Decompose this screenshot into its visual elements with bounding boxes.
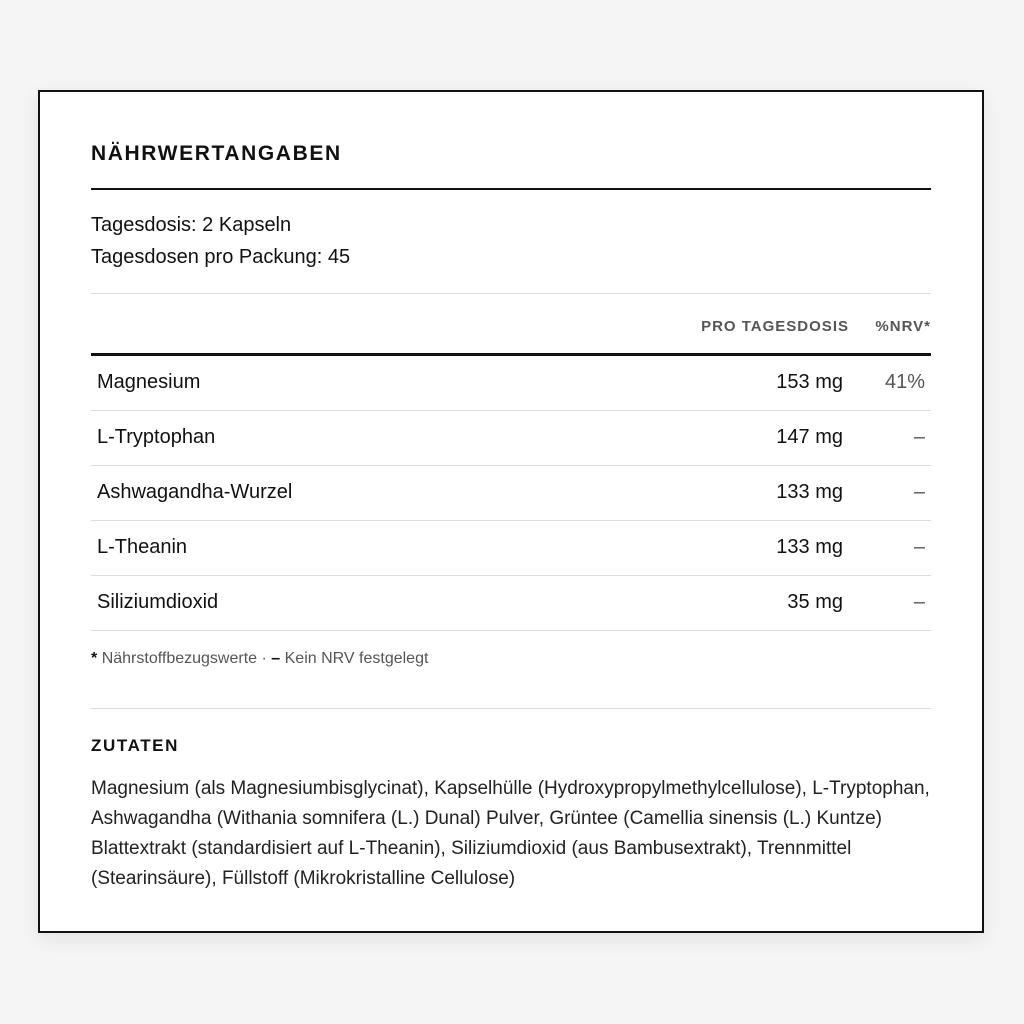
footnote-star: * [91,650,98,667]
nutrition-title: NÄHRWERTANGABEN [91,142,342,165]
nutrition-card [38,90,984,933]
footnote-dash-text: Kein NRV festgelegt [284,650,429,667]
ingredients-title: ZUTATEN [91,736,179,755]
nutrient-name: Ashwagandha-Wurzel [97,481,293,503]
nutrient-nrv: – [913,591,925,613]
table-row [91,521,931,576]
title-divider [91,188,931,190]
doses-per-pack: Tagesdosen pro Packung: 45 [91,246,351,268]
nutrient-name: Siliziumdioxid [97,591,219,613]
column-header-nrv: %NRV* [875,318,931,335]
nutrient-amount: 133 mg [776,536,843,558]
column-header-amount: PRO TAGESDOSIS [701,318,849,335]
table-row [91,466,931,521]
ingredients-divider [91,708,931,709]
nutrient-amount: 147 mg [776,426,843,448]
footnote-dash: – [271,650,281,667]
table-row [91,356,931,411]
table-row [91,411,931,466]
nutrient-amount: 35 mg [787,591,843,613]
serving-divider [91,293,931,294]
nutrient-name: L-Theanin [97,536,188,558]
nutrient-nrv: – [913,426,925,448]
nutrient-name: Magnesium [97,371,201,393]
nutrient-nrv: – [913,536,925,558]
nutrient-name: L-Tryptophan [97,426,216,448]
ingredients-text: Magnesium (als Magnesiumbisglycinat), Kapselhülle (Hydroxypropylmethylcellulose), L-Tryptophan, Ashwagandha (Withania somnifera (L.) Dunal) Pulver, Grüntee (Camellia sinensis (L.) Kuntze) Blattextrakt (standardisiert auf L-Theanin), Siliziumdioxid (aus Bambusextrakt), Trennmittel (Stearinsäure), Füllstoff (Mikrokristalline Cellulose) [91,778,930,889]
nutrient-nrv: 41% [884,371,925,393]
nutrient-amount: 153 mg [776,371,843,393]
table-row [91,576,931,631]
nutrition-table [91,356,931,631]
nrv-footnote [91,650,428,668]
nutrient-amount: 133 mg [776,481,843,503]
daily-dose: Tagesdosis: 2 Kapseln [91,214,292,236]
nutrient-nrv: – [913,481,925,503]
footnote-star-text: Nährstoffbezugswerte · [101,650,267,667]
